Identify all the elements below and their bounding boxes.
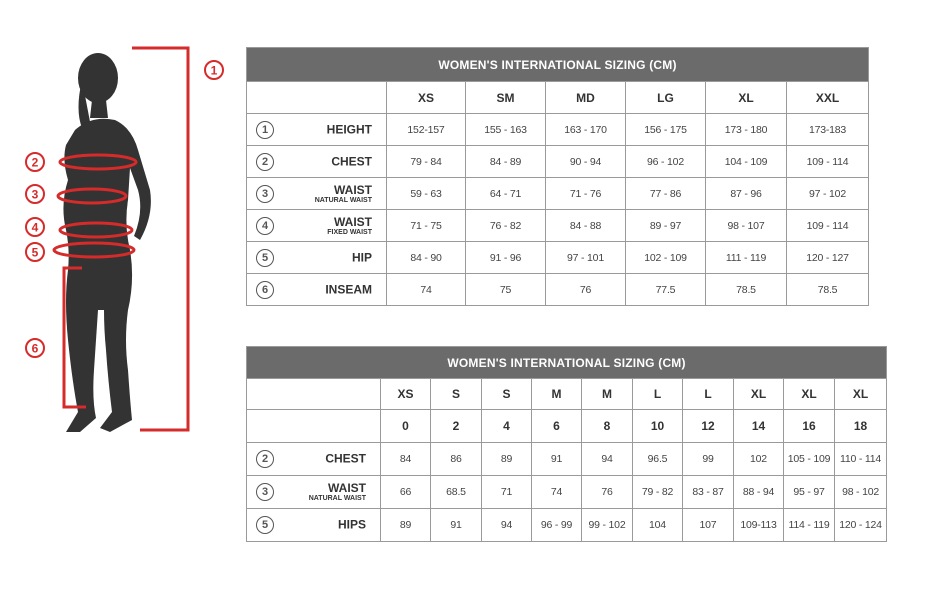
row-label — [247, 509, 381, 542]
size-letter-header: S — [482, 379, 532, 410]
size-value-cell: 77 - 86 — [626, 178, 706, 210]
size-value-cell: 120 - 127 — [787, 242, 869, 274]
size-value-cell: 89 — [482, 443, 532, 476]
table2-corner-cell — [247, 379, 381, 410]
size-header: XS — [387, 82, 466, 114]
size-value-cell: 102 — [734, 443, 784, 476]
size-value-cell: 84 - 89 — [466, 146, 546, 178]
size-number-header: 4 — [482, 410, 532, 443]
measurement-label: WAIST — [334, 182, 372, 197]
size-value-cell: 152-157 — [387, 114, 466, 146]
size-number-header: 12 — [683, 410, 734, 443]
table1-body — [247, 114, 869, 306]
size-value-cell: 99 — [683, 443, 734, 476]
size-value-cell: 94 — [482, 509, 532, 542]
size-number-header: 6 — [532, 410, 582, 443]
size-header: XXL — [787, 82, 869, 114]
measurement-number-icon: 2 — [256, 153, 274, 171]
measurement-number-icon: 5 — [256, 516, 274, 534]
table-row — [247, 178, 869, 210]
size-letter-header: M — [582, 379, 633, 410]
size-value-cell: 68.5 — [431, 476, 482, 509]
size-value-cell: 105 - 109 — [784, 443, 835, 476]
row-label — [247, 146, 387, 178]
size-value-cell: 79 - 84 — [387, 146, 466, 178]
size-value-cell: 109-113 — [734, 509, 784, 542]
row-label — [247, 242, 387, 274]
marker-4 — [26, 218, 44, 236]
measurement-number-icon: 3 — [256, 483, 274, 501]
size-value-cell: 84 - 88 — [546, 210, 626, 242]
row-label — [247, 274, 387, 306]
size-value-cell: 89 — [381, 509, 431, 542]
size-value-cell: 91 - 96 — [466, 242, 546, 274]
measurement-label: CHEST — [325, 451, 366, 466]
measurement-number-icon: 6 — [256, 281, 274, 299]
measurement-label: HEIGHT — [326, 122, 372, 136]
size-value-cell: 156 - 175 — [626, 114, 706, 146]
size-value-cell: 107 — [683, 509, 734, 542]
table-row — [247, 476, 887, 509]
measurement-number-icon: 3 — [256, 185, 274, 203]
size-letter-header: S — [431, 379, 482, 410]
marker-1 — [205, 61, 223, 79]
measurement-label: INSEAM — [325, 282, 372, 296]
size-header: MD — [546, 82, 626, 114]
size-value-cell: 109 - 114 — [787, 146, 869, 178]
body-measurement-figure — [20, 40, 240, 440]
size-number-header: 16 — [784, 410, 835, 443]
size-value-cell: 59 - 63 — [387, 178, 466, 210]
size-number-header: 2 — [431, 410, 482, 443]
table-row — [247, 443, 887, 476]
measurement-number-icon: 1 — [256, 121, 274, 139]
row-label — [247, 443, 381, 476]
size-value-cell: 114 - 119 — [784, 509, 835, 542]
size-header: SM — [466, 82, 546, 114]
size-value-cell: 90 - 94 — [546, 146, 626, 178]
size-value-cell: 86 — [431, 443, 482, 476]
table2-corner-cell — [247, 410, 381, 443]
size-letter-header: L — [633, 379, 683, 410]
measurement-label: HIPS — [337, 517, 366, 532]
row-label — [247, 210, 387, 242]
size-value-cell: 74 — [532, 476, 582, 509]
size-value-cell: 96.5 — [633, 443, 683, 476]
table-row — [247, 509, 887, 542]
size-value-cell: 98 - 102 — [835, 476, 887, 509]
size-value-cell: 76 — [582, 476, 633, 509]
size-value-cell: 173 - 180 — [706, 114, 787, 146]
table-row — [247, 146, 869, 178]
measurement-sublabel: NATURAL WAIST — [308, 495, 366, 502]
row-label — [247, 114, 387, 146]
measurement-label: HIP — [351, 250, 372, 264]
sizing-table-numeric — [246, 346, 887, 542]
size-letter-header: XL — [784, 379, 835, 410]
size-value-cell: 89 - 97 — [626, 210, 706, 242]
size-value-cell: 88 - 94 — [734, 476, 784, 509]
measurement-number-icon: 2 — [256, 450, 274, 468]
svg-text:2: 2 — [31, 155, 39, 170]
table-row — [247, 114, 869, 146]
size-value-cell: 110 - 114 — [835, 443, 887, 476]
size-value-cell: 91 — [532, 443, 582, 476]
size-value-cell: 96 - 99 — [532, 509, 582, 542]
size-value-cell: 71 — [482, 476, 532, 509]
size-value-cell: 173-183 — [787, 114, 869, 146]
svg-text:3: 3 — [31, 187, 39, 202]
size-value-cell: 163 - 170 — [546, 114, 626, 146]
row-label — [247, 476, 381, 509]
size-value-cell: 74 — [387, 274, 466, 306]
measurement-label: WAIST — [328, 481, 366, 495]
size-number-header: 10 — [633, 410, 683, 443]
size-value-cell: 98 - 107 — [706, 210, 787, 242]
size-value-cell: 97 - 102 — [787, 178, 869, 210]
size-value-cell: 84 - 90 — [387, 242, 466, 274]
table-row — [247, 274, 869, 306]
size-number-header: 0 — [381, 410, 431, 443]
size-value-cell: 104 - 109 — [706, 146, 787, 178]
size-value-cell: 76 - 82 — [466, 210, 546, 242]
measurement-label: WAIST — [334, 214, 372, 229]
size-number-header: 14 — [734, 410, 784, 443]
measurement-sublabel: FIXED WAIST — [327, 228, 372, 236]
size-letter-header: XL — [835, 379, 887, 410]
size-header: XL — [706, 82, 787, 114]
marker-6 — [26, 339, 44, 357]
size-value-cell: 102 - 109 — [626, 242, 706, 274]
table1-title: WOMEN'S INTERNATIONAL SIZING (CM) — [247, 48, 869, 82]
marker-5 — [26, 243, 44, 261]
size-value-cell: 155 - 163 — [466, 114, 546, 146]
size-letter-header: M — [532, 379, 582, 410]
size-value-cell: 71 - 75 — [387, 210, 466, 242]
svg-text:6: 6 — [31, 341, 39, 356]
size-value-cell: 64 - 71 — [466, 178, 546, 210]
measurement-label: CHEST — [331, 154, 372, 168]
size-value-cell: 83 - 87 — [683, 476, 734, 509]
size-value-cell: 76 — [546, 274, 626, 306]
size-number-header: 8 — [582, 410, 633, 443]
table-row — [247, 210, 869, 242]
measurement-number-icon: 4 — [256, 217, 274, 235]
table-row — [247, 242, 869, 274]
size-letter-header: XS — [381, 379, 431, 410]
svg-text:5: 5 — [31, 245, 39, 260]
size-value-cell: 71 - 76 — [546, 178, 626, 210]
measurement-number-icon: 5 — [256, 249, 274, 267]
row-label — [247, 178, 387, 210]
size-value-cell: 99 - 102 — [582, 509, 633, 542]
svg-text:4: 4 — [31, 220, 39, 235]
size-value-cell: 84 — [381, 443, 431, 476]
table2-body — [247, 443, 887, 542]
size-value-cell: 104 — [633, 509, 683, 542]
size-value-cell: 66 — [381, 476, 431, 509]
table1-corner-cell — [247, 82, 387, 114]
size-value-cell: 78.5 — [706, 274, 787, 306]
size-value-cell: 97 - 101 — [546, 242, 626, 274]
size-value-cell: 79 - 82 — [633, 476, 683, 509]
sizing-table-letter — [246, 47, 869, 306]
table2-title: WOMEN'S INTERNATIONAL SIZING (CM) — [247, 347, 887, 379]
measurement-sublabel: NATURAL WAIST — [314, 196, 372, 204]
size-value-cell: 111 - 119 — [706, 242, 787, 274]
size-letter-header: L — [683, 379, 734, 410]
size-value-cell: 75 — [466, 274, 546, 306]
svg-text:1: 1 — [210, 63, 218, 78]
size-value-cell: 120 - 124 — [835, 509, 887, 542]
size-value-cell: 78.5 — [787, 274, 869, 306]
size-value-cell: 77.5 — [626, 274, 706, 306]
size-value-cell: 109 - 114 — [787, 210, 869, 242]
size-value-cell: 87 - 96 — [706, 178, 787, 210]
marker-3 — [26, 185, 44, 203]
size-value-cell: 96 - 102 — [626, 146, 706, 178]
size-value-cell: 95 - 97 — [784, 476, 835, 509]
size-value-cell: 94 — [582, 443, 633, 476]
size-value-cell: 91 — [431, 509, 482, 542]
size-letter-header: XL — [734, 379, 784, 410]
size-number-header: 18 — [835, 410, 887, 443]
marker-2 — [26, 153, 44, 171]
size-header: LG — [626, 82, 706, 114]
